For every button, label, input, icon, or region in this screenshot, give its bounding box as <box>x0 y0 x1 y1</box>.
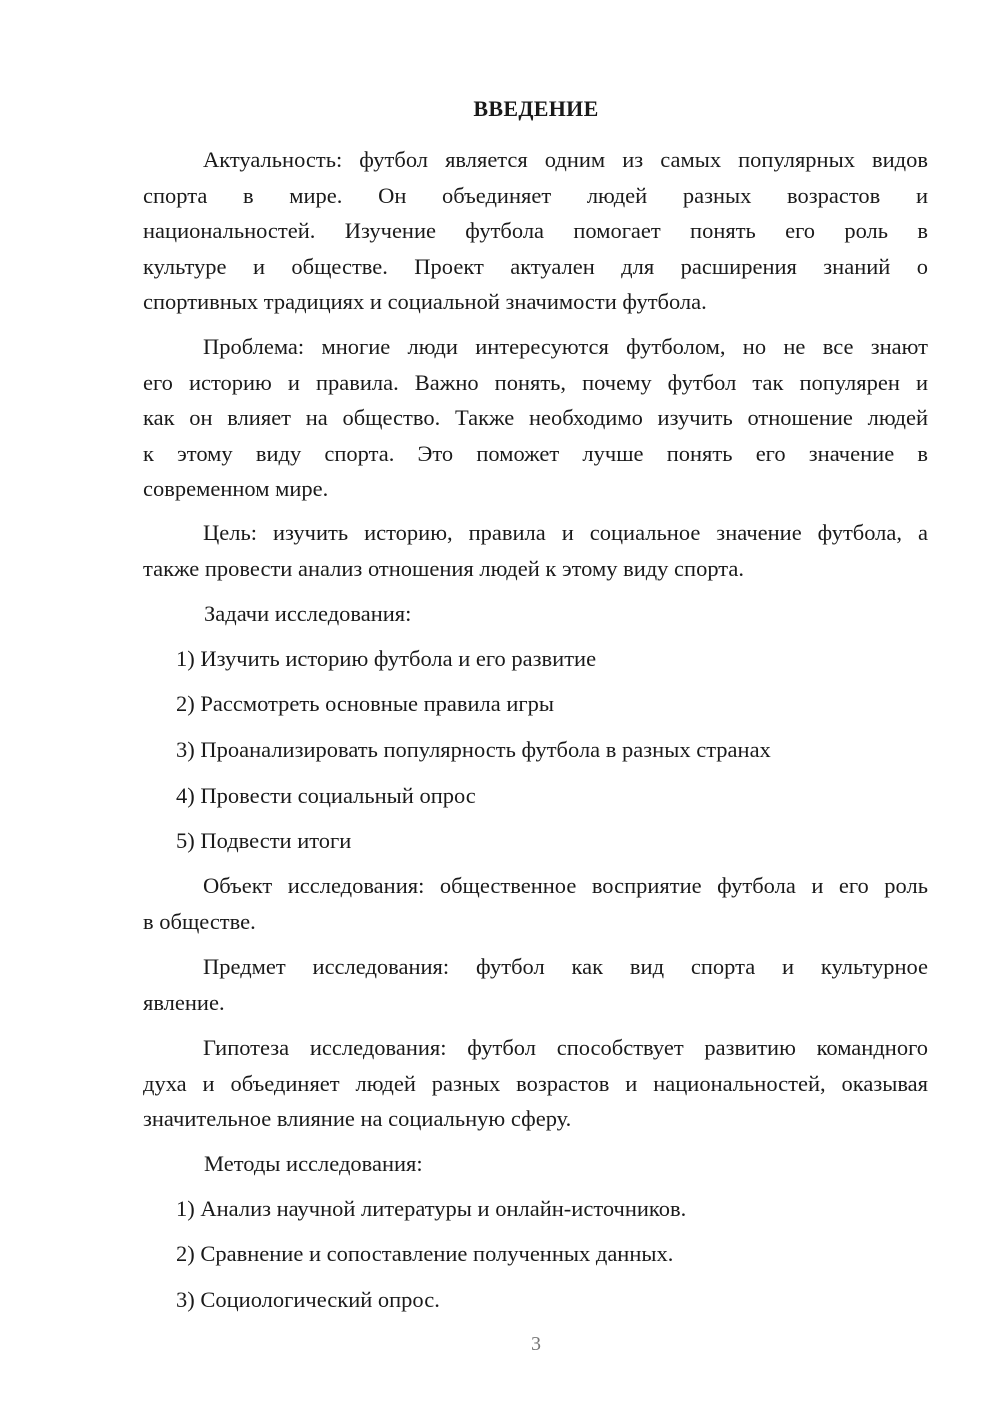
paragraph-line: Объект исследования: общественное восприятие футбола и его роль <box>203 873 928 898</box>
paragraph-hypothesis <box>143 1030 928 1137</box>
paragraph-object <box>143 868 928 939</box>
paragraph-line: его историю и правила. Важно понять, почему футбол так популярен и <box>143 369 928 395</box>
paragraph-line: также провести анализ отношения людей к этому виду спорта. <box>143 555 745 581</box>
paragraph-line: как он влияет на общество. Также необходимо изучить отношение людей <box>143 405 928 430</box>
paragraph-line: Гипотеза исследования: футбол способствует развитию командного <box>203 1035 928 1060</box>
list-item: 3) Социологический опрос. <box>176 1287 440 1312</box>
list-item: 1) Изучить историю футбола и его развитие <box>176 646 597 671</box>
paragraph-relevance <box>143 142 928 320</box>
paragraph-line: спорта в мире. Он объединяет людей разных возрастов и <box>143 182 928 208</box>
paragraph-line: культуре и обществе. Проект актуален для расширения знаний о <box>143 253 928 279</box>
paragraph-line: явление. <box>143 989 225 1015</box>
paragraph-line: духа и объединяет людей разных возрастов и национальностей, оказывая <box>143 1070 928 1096</box>
list-item: 2) Рассмотреть основные правила игры <box>176 691 554 716</box>
tasks-title: Задачи исследования: <box>204 601 412 626</box>
paragraph-line: Цель: изучить историю, правила и социальное значение футбола, а <box>203 520 928 545</box>
paragraph-line: Предмет исследования: футбол как вид спорта и культурное <box>203 954 928 979</box>
paragraph-subject <box>143 949 928 1020</box>
paragraph-line: национальностей. Изучение футбола помогает понять его роль в <box>143 218 928 243</box>
paragraph-line: к этому виду спорта. Это поможет лучше понять его значение в <box>143 440 928 466</box>
paragraph-line: Проблема: многие люди интересуются футболом, но не все знают <box>203 334 928 359</box>
list-item: 1) Анализ научной литературы и онлайн-источников. <box>176 1196 687 1221</box>
list-item: 2) Сравнение и сопоставление полученных данных. <box>176 1241 674 1266</box>
list-item: 5) Подвести итоги <box>176 828 352 853</box>
paragraph-line: значительное влияние на социальную сферу. <box>143 1106 572 1131</box>
paragraph-problem <box>143 329 928 507</box>
paragraph-line: спортивных традициях и социальной значимости футбола. <box>143 289 707 314</box>
methods-title: Методы исследования: <box>204 1151 423 1176</box>
page-number: 3 <box>531 1333 541 1355</box>
paragraph-line: современном мире. <box>143 476 329 501</box>
list-item: 4) Провести социальный опрос <box>176 783 476 808</box>
paragraph-line: в обществе. <box>143 908 256 934</box>
page-title: ВВЕДЕНИЕ <box>473 96 599 121</box>
paragraph-goal <box>143 515 928 586</box>
paragraph-line: Актуальность: футбол является одним из самых популярных видов <box>203 147 928 172</box>
list-item: 3) Проанализировать популярность футбола в разных странах <box>176 737 771 762</box>
